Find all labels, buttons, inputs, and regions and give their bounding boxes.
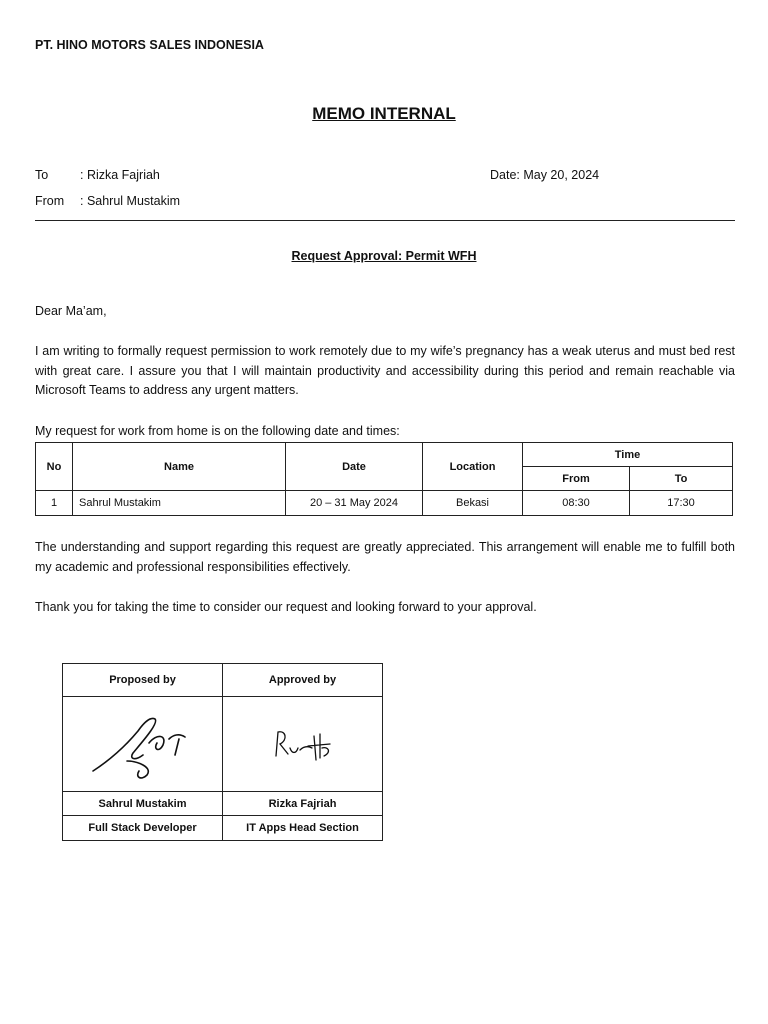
table-row: [36, 491, 733, 516]
wfh-schedule-table: [35, 442, 733, 516]
approver-signature-icon: [258, 718, 348, 768]
to-label: To: [35, 168, 49, 182]
proposed-by-label: Proposed by: [63, 664, 223, 697]
proposer-signature-cell: [63, 697, 223, 792]
proposer-title: Full Stack Developer: [63, 816, 223, 841]
approver-name: Rizka Fajriah: [223, 792, 383, 816]
approved-by-label: Approved by: [223, 664, 383, 697]
col-header-to: To: [630, 467, 733, 491]
cell-name: Sahrul Mustakim: [73, 491, 286, 516]
cell-from: 08:30: [523, 491, 630, 516]
cell-date: 20 – 31 May 2024: [286, 491, 423, 516]
from-value: : Sahrul Mustakim: [80, 194, 181, 208]
col-header-from: From: [523, 467, 630, 491]
header-divider: [35, 220, 735, 221]
body-paragraph-appreciation: The understanding and support regarding this request are greatly appreciated. This arrangement will enable me to fulfill both my academic and professional responsibilities effectively.: [35, 540, 735, 574]
col-header-date: Date: [286, 443, 423, 491]
proposer-signature-icon: [83, 703, 203, 783]
greeting: Dear Ma’am,: [35, 304, 107, 318]
cell-no: 1: [36, 491, 73, 516]
body-paragraph-closing: Thank you for taking the time to consider our request and looking forward to your approval.: [35, 600, 537, 614]
signature-table: [62, 663, 383, 841]
col-header-location: Location: [423, 443, 523, 491]
col-header-no: No: [36, 443, 73, 491]
to-value: : Rizka Fajriah: [80, 168, 160, 182]
subject-line: Request Approval: Permit WFH: [291, 249, 477, 263]
from-label: From: [35, 194, 65, 208]
cell-location: Bekasi: [423, 491, 523, 516]
col-header-time: Time: [523, 443, 733, 467]
col-header-name: Name: [73, 443, 286, 491]
company-name: PT. HINO MOTORS SALES INDONESIA: [35, 38, 264, 52]
memo-title: MEMO INTERNAL: [312, 104, 456, 123]
approver-title: IT Apps Head Section: [223, 816, 383, 841]
cell-to: 17:30: [630, 491, 733, 516]
memo-date: Date: May 20, 2024: [490, 168, 600, 182]
approver-signature-cell: [223, 697, 383, 792]
table-intro: My request for work from home is on the following date and times:: [35, 424, 400, 438]
body-paragraph-request: I am writing to formally request permission to work remotely due to my wife’s pregnancy has a weak uterus and must bed rest with great care. I assure you that I will maintain productivity and accessibility during this period and remain reachable via Microsoft Teams to address any urgent matters.: [35, 344, 735, 397]
proposer-name: Sahrul Mustakim: [63, 792, 223, 816]
